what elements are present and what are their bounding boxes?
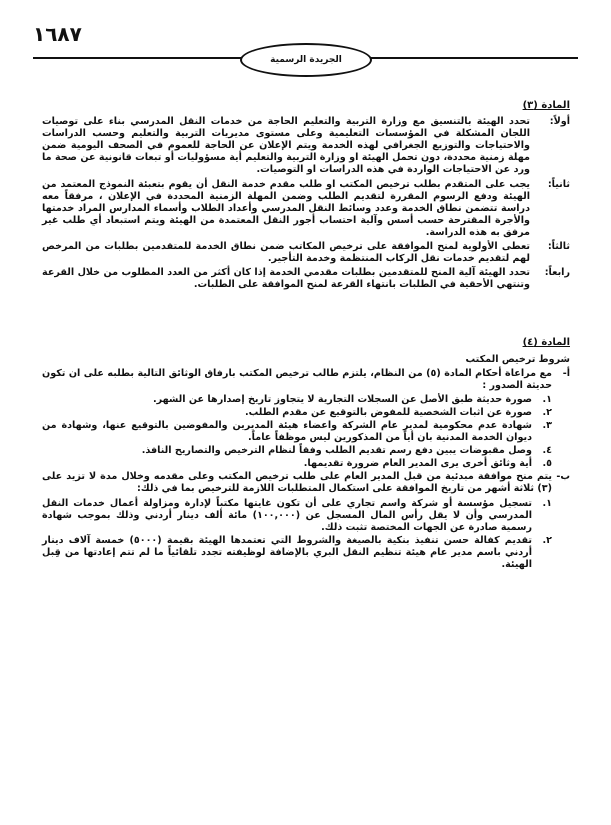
list-item (42, 458, 570, 470)
item-number: ١. (542, 393, 552, 405)
article-3-paragraph-1 (42, 116, 570, 176)
list-item (42, 407, 570, 419)
paragraph-text: تحدد الهيئة آلية المنح للمتقدمين بطلبات مقدمي الخدمة إذا كان أكثر من العدد المطلوب من خلال القرعة وتنتهي الأحقية في الطلبات بانتهاء القرعة لمنح الموافقة على الطلبات. (42, 267, 530, 291)
article-4-subtitle: شروط ترخيص المكتب (465, 353, 570, 365)
section-b (42, 471, 570, 495)
list-item (42, 394, 570, 406)
item-text: تقديم كفالة حسن تنفيذ بنكية بالصيغة والشروط التي تعتمدها الهيئة بقيمة (٥٠٠٠) خمسة آلاف دينار أردني باسم مدير عام هيئة تنظيم النقل البري بالإضافة لوظيفته تجدد تلقائياً ما لم تتم إعادتها من قِبل الهيئة. (42, 534, 532, 570)
list-item (42, 445, 570, 457)
item-number: ٢. (542, 534, 552, 546)
article-3-title: المادة (٣) (522, 100, 570, 111)
paragraph-label: رابعاً: (544, 267, 570, 279)
paragraph-text: تحدد الهيئة بالتنسيق مع وزارة التربية والتعليم الحاجة من خدمات النقل المدرسي بناء على توصيات اللجان المشكلة في المؤسسات التعليمية وعلى مستوى مديريات التربية والتعليم وحسب الدراسات والاحتياجات والتوزيع الجغرافي لهذه الخدمة ويتم الإعلان عن الحاجة للعموم في الصحف اليومية ضمن مهلة زمنية محددة، دون تحمل الهيئة او وزارة التربية والتعليم أية مسؤوليات أو تبعات قانونية عن صحة ما ورد عن الاحتياجات الواردة في هذه الدراسات او التوصيات. (42, 116, 530, 176)
section-text: مع مراعاة أحكام المادة (٥) من النظام، يلتزم طالب ترخيص المكتب بارفاق الوثائق التالية بطلبه على ان تكون حديثة الصدور : (42, 367, 552, 391)
item-text: شهادة عدم محكومية لمدير عام الشركة واعضاء هيئة المديرين والمفوضين بالتوقيع عنها، وشهادة من ديوان الخدمة المدنية بان أياً من المذكورين ليس موظفاً عاماً. (42, 419, 532, 444)
item-number: ٢. (542, 406, 552, 418)
gazette-title: الجريدة الرسمية (270, 55, 342, 65)
article-3-paragraph-4 (42, 267, 570, 291)
document-body (42, 100, 570, 572)
paragraph-label: ثانياً: (547, 178, 570, 190)
item-number: ٣. (542, 419, 552, 431)
gazette-title-oval (240, 43, 372, 77)
item-text: صورة حديثة طبق الأصل عن السجلات التجارية لا يتجاوز تاريخ إصدارها عن الشهر. (152, 393, 532, 405)
section-label: ب- (556, 471, 570, 483)
paragraph-label: أولاً: (549, 116, 570, 128)
section-a (42, 368, 570, 392)
item-text: وصل مقبوضات يبين دفع رسم تقديم الطلب وفقاً لنظام الترخيص والتصاريح النافذ. (141, 445, 532, 457)
list-item (42, 535, 570, 571)
article-3-paragraph-3 (42, 241, 570, 265)
item-text: تسجيل مؤسسة أو شركة واسم تجاري على أن تكون غايتها مكتباً لإدارة ومزاولة أعمال خدمات النقل المدرسي وأن لا يقل رأس المال المسجل عن (١٠٠,٠٠٠) مائة ألف دينار أردني وذلك بموجب شهادة رسمية صادرة عن الجهات المختصة تثبت ذلك. (42, 497, 533, 533)
list-item (42, 498, 570, 534)
page-number: ١٦٨٧ (33, 22, 82, 46)
section-label: أ- (562, 367, 570, 379)
item-text: أية وثائق أخرى يرى المدير العام ضرورة تقديمها. (303, 458, 532, 470)
item-number: ٥. (542, 458, 552, 470)
item-text: صورة عن اثبات الشخصية للمفوض بالتوقيع عن مقدم الطلب. (244, 406, 532, 418)
paragraph-text: يجب على المتقدم بطلب ترخيص المكتب او طلب مقدم خدمة النقل أن يقوم بتعبئة النموذج المعتمد من الهيئة ودفع الرسوم المقررة لتقديم الطلب وضمن المهلة الزمنية المحددة في الإعلان ، مرفقاً معه دراسة تتضمن نطاق الخدمة وعدد وسائط النقل المدرسي وأعداد الطلاب وأسماء المدارس المراد خدمتها والأجرة المقترحة حسب أسس وآلية احتساب أجور النقل المعتمدة من الهيئة ويتم استبعاد أي طلب غير مرفق به هذه الدراسة. (42, 178, 530, 238)
paragraph-text: تعطى الأولوية لمنح الموافقة على ترخيص المكاتب ضمن نطاق الخدمة للمتقدمين بطلبات من المرخص لهم لتقديم خدمات نقل الركاب المنتظمة وخدمة التأجير. (42, 241, 530, 265)
list-item (42, 420, 570, 444)
section-text: يتم منح موافقة مبدئية من قبل المدير العام على طلب ترخيص المكتب وعلى مقدمه وخلال مدة لا تزيد على (٣) ثلاثة أشهر من تاريخ الموافقة على استكمال المتطلبات اللازمة للترخيص بما في ذلك: (42, 471, 552, 495)
item-number: ٤. (542, 445, 552, 457)
item-number: ١. (542, 497, 552, 509)
article-4-title: المادة (٤) (522, 337, 570, 349)
paragraph-label: ثالثاً: (547, 241, 570, 253)
article-3-paragraph-2 (42, 179, 570, 239)
spacer (42, 293, 570, 337)
